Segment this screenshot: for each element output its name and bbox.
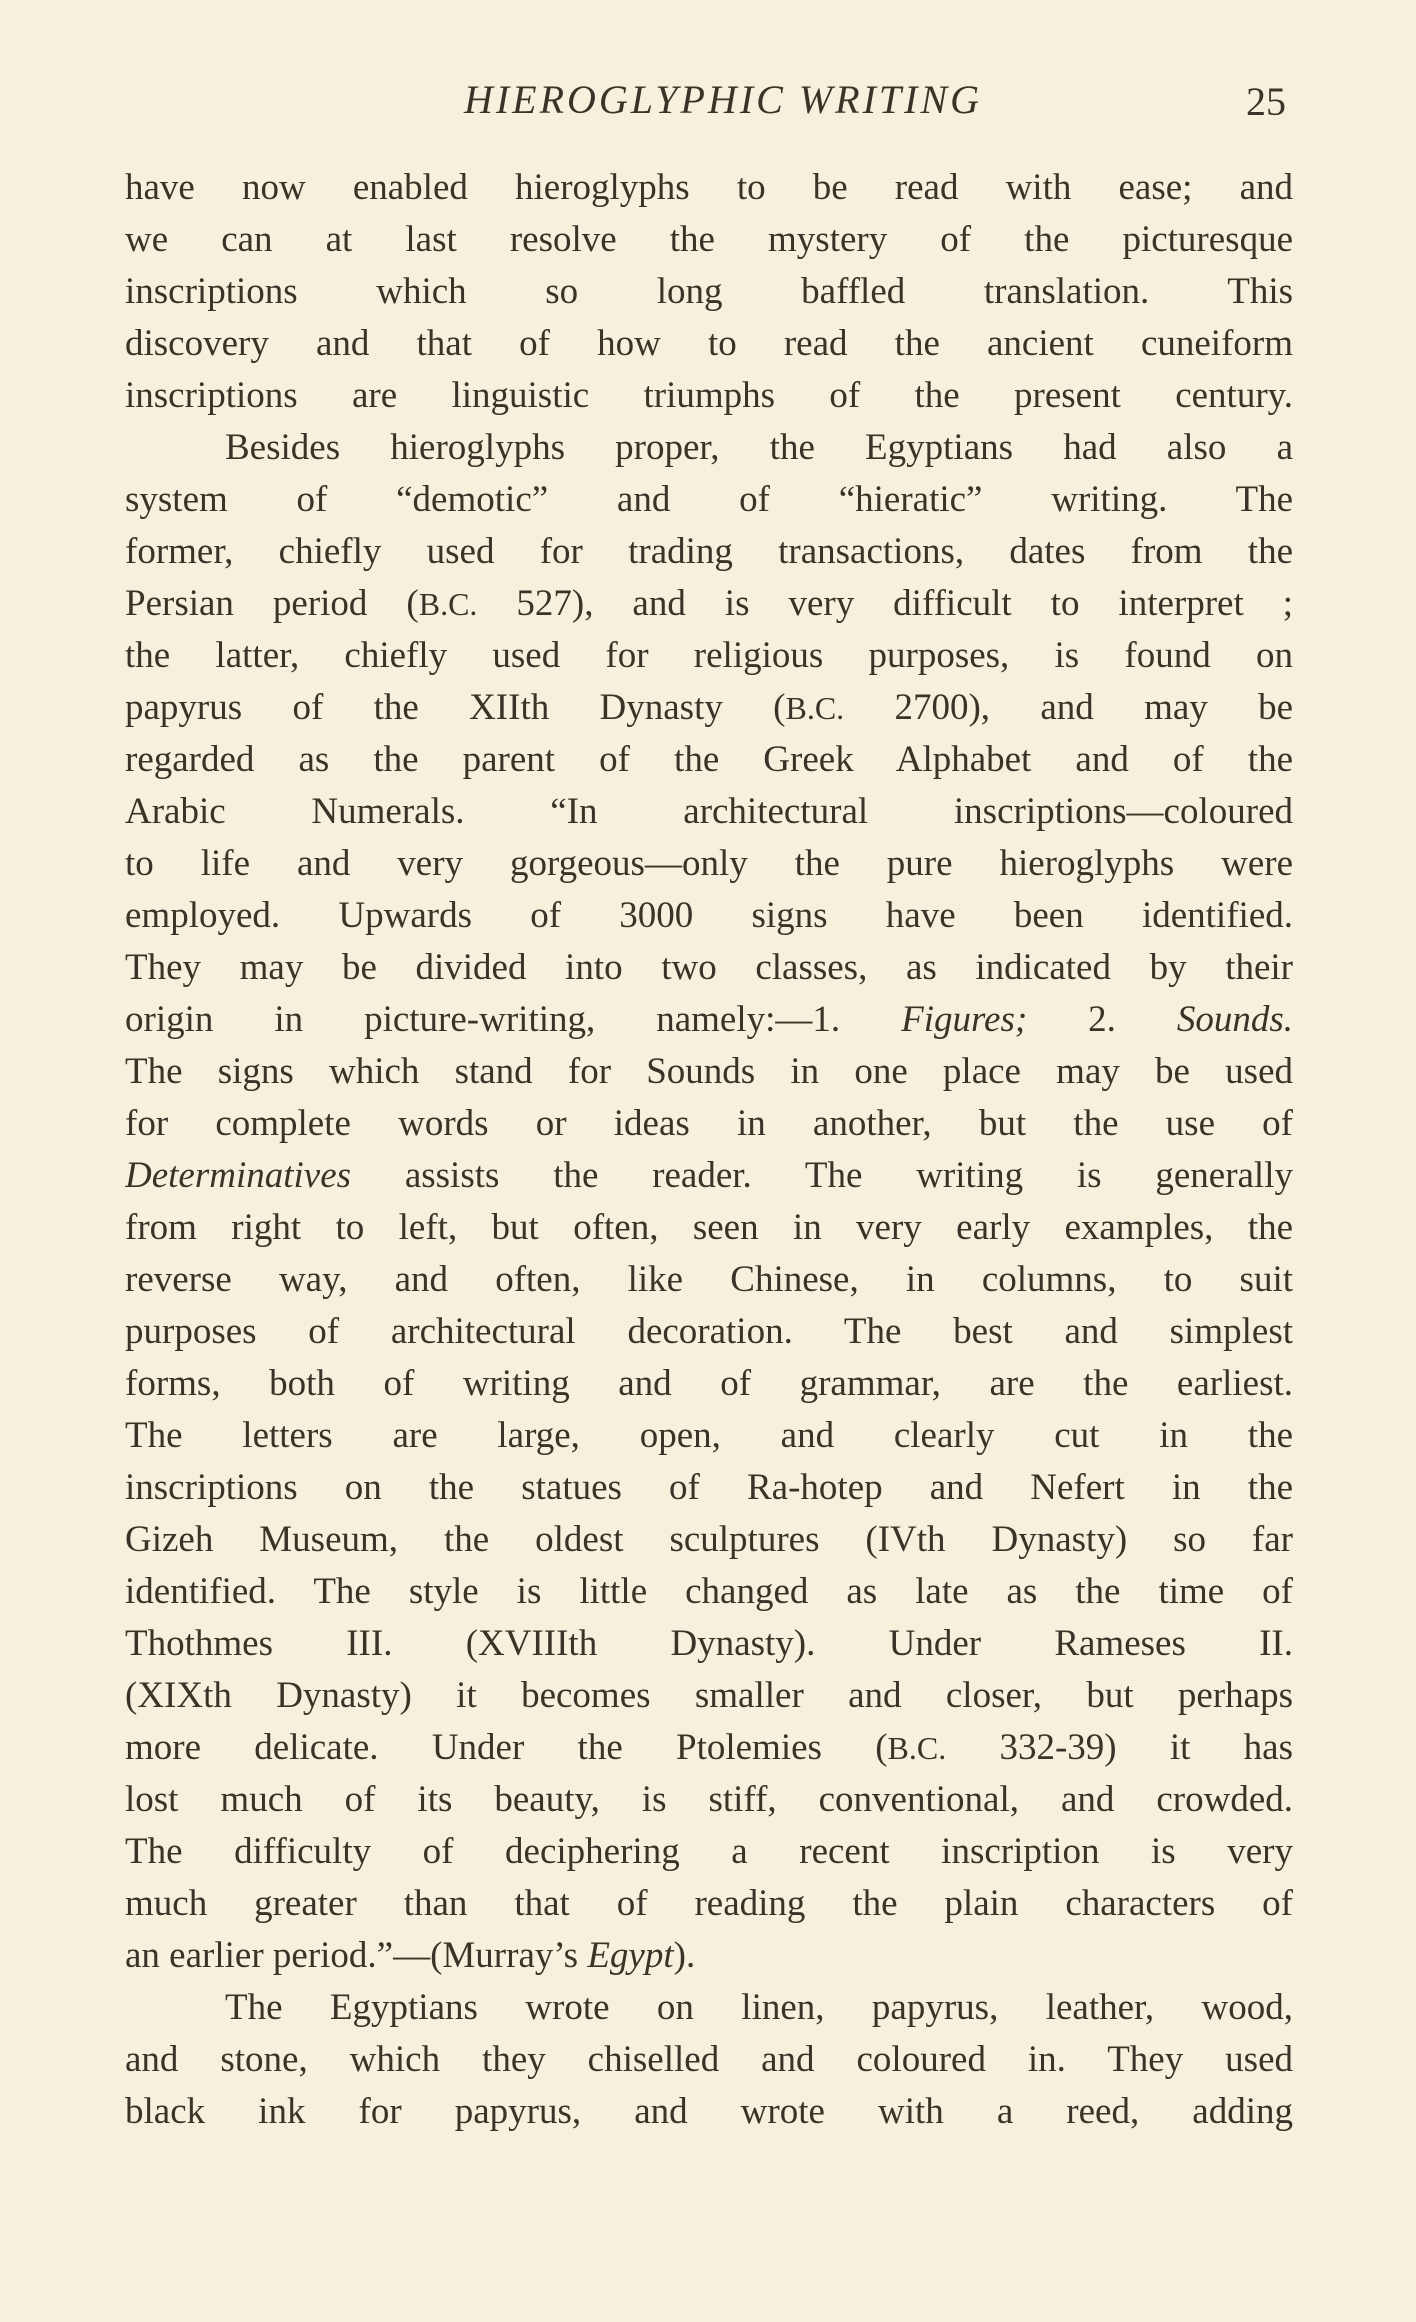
text-line: Gizeh Museum, the oldest sculptures (IVth Dynasty) so far [125,1519,1293,1560]
paragraph-end-line: an earlier period.”—(Murray’s Egypt). [125,1935,696,1976]
text-line: Persian period (B.C. 527), and is very difficult to interpret ; [125,583,1293,624]
text-line: purposes of architectural decoration. The best and simplest [125,1311,1293,1352]
text-line: reverse way, and often, like Chinese, in columns, to suit [125,1259,1293,1300]
text-line: the latter, chiefly used for religious purposes, is found on [125,635,1293,676]
text-line: identified. The style is little changed as late as the time of [125,1571,1293,1612]
text-line: origin in picture-writing, namely:—1. Figures; 2. Sounds. [125,999,1293,1040]
text-line: discovery and that of how to read the ancient cuneiform [125,323,1293,364]
text-line: we can at last resolve the mystery of the picturesque [125,219,1293,260]
text-line: Arabic Numerals. “In architectural inscriptions—coloured [125,791,1293,832]
text-line: much greater than that of reading the plain characters of [125,1883,1293,1924]
body-text [125,162,1293,2138]
text-line: and stone, which they chiselled and coloured in. They used [125,2039,1293,2080]
text-line: Determinatives assists the reader. The writing is generally [125,1155,1293,1196]
text-line: from right to left, but often, seen in very early examples, the [125,1207,1293,1248]
text-line: They may be divided into two classes, as indicated by their [125,947,1293,988]
text-line: regarded as the parent of the Greek Alphabet and of the [125,739,1293,780]
paragraph-start-line: The Egyptians wrote on linen, papyrus, leather, wood, [225,1987,1293,2028]
text-line: employed. Upwards of 3000 signs have been identified. [125,895,1293,936]
text-line: The signs which stand for Sounds in one place may be used [125,1051,1293,1092]
text-line: The letters are large, open, and clearly cut in the [125,1415,1293,1456]
running-title: HIEROGLYPHIC WRITING [463,77,983,122]
running-head [0,76,1416,136]
text-line: more delicate. Under the Ptolemies (B.C. 332-39) it has [125,1727,1293,1768]
text-line: inscriptions are linguistic triumphs of the present century. [125,375,1293,416]
text-line: have now enabled hieroglyphs to be read with ease; and [125,167,1293,208]
paragraph-start-line: Besides hieroglyphs proper, the Egyptians had also a [225,427,1293,468]
page-number: 25 [1246,79,1286,124]
text-line: Thothmes III. (XVIIIth Dynasty). Under Rameses II. [125,1623,1293,1664]
text-line: black ink for papyrus, and wrote with a reed, adding [125,2091,1293,2132]
text-line: The difficulty of deciphering a recent inscription is very [125,1831,1293,1872]
text-line: system of “demotic” and of “hieratic” writing. The [125,479,1293,520]
text-line: forms, both of writing and of grammar, are the earliest. [125,1363,1293,1404]
text-line: inscriptions on the statues of Ra-hotep and Nefert in the [125,1467,1293,1508]
text-line: to life and very gorgeous—only the pure hieroglyphs were [125,843,1293,884]
text-line: inscriptions which so long baffled translation. This [125,271,1293,312]
text-line: papyrus of the XIIth Dynasty (B.C. 2700), and may be [125,687,1293,728]
text-line: (XIXth Dynasty) it becomes smaller and closer, but perhaps [125,1675,1293,1716]
text-line: lost much of its beauty, is stiff, conventional, and crowded. [125,1779,1293,1820]
text-line: former, chiefly used for trading transactions, dates from the [125,531,1293,572]
text-line: for complete words or ideas in another, but the use of [125,1103,1293,1144]
